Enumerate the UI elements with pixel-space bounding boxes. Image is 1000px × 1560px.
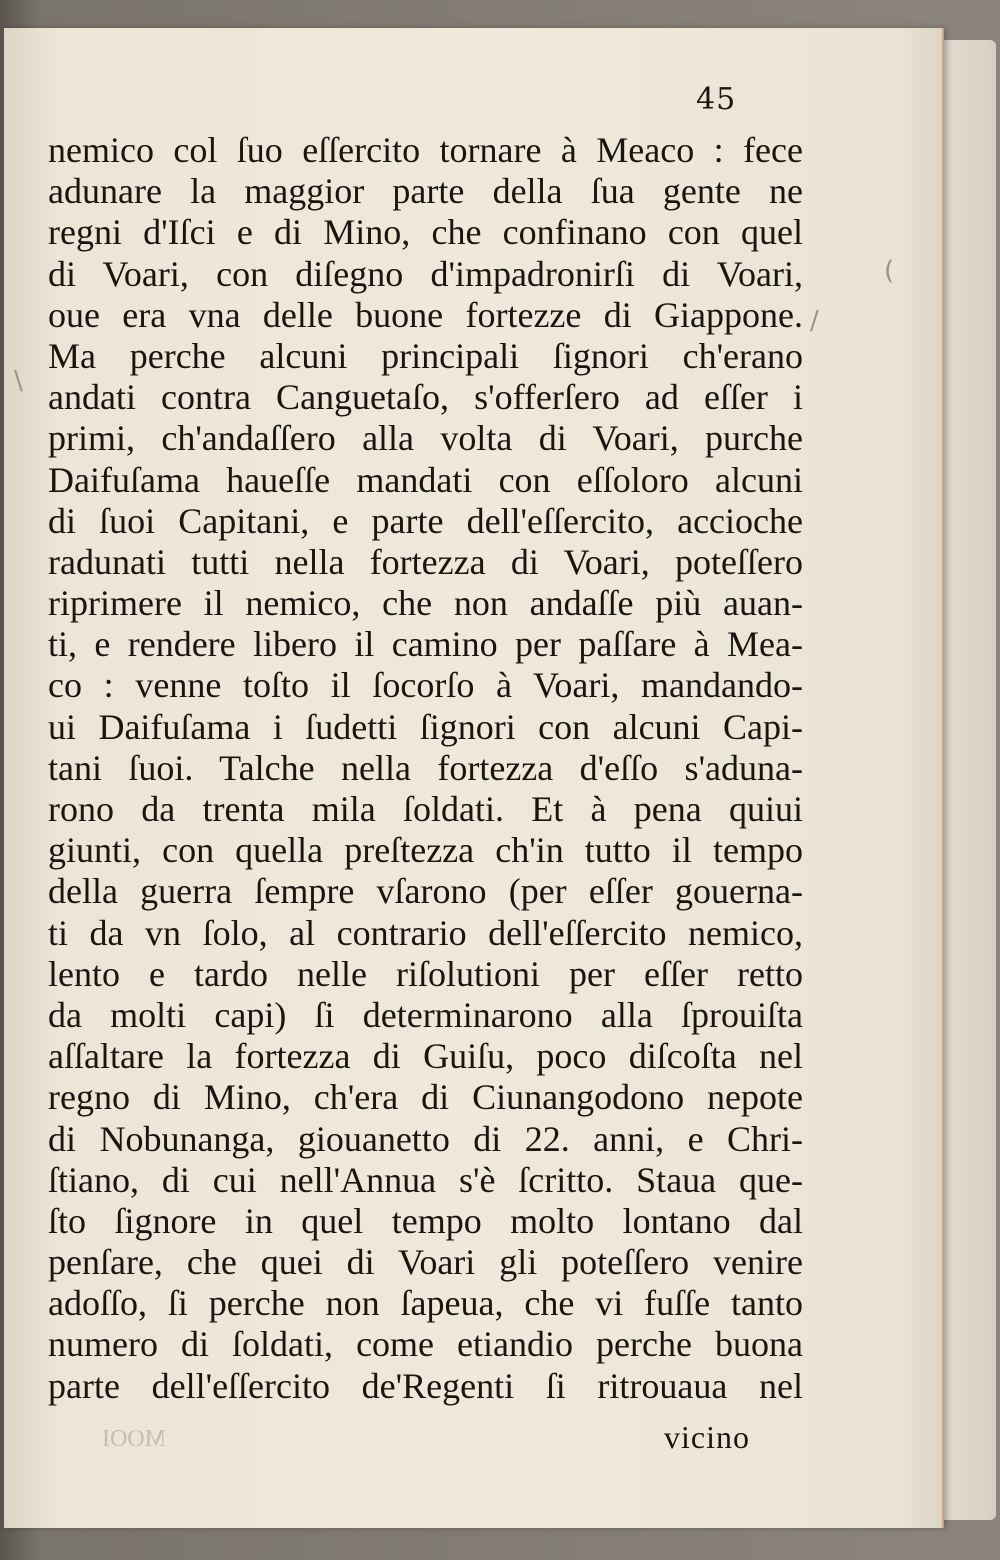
pencil-mark-icon: / bbox=[810, 306, 819, 336]
text-line: adunare la maggior parte della ſua gente ne bbox=[48, 171, 803, 212]
body-text bbox=[48, 130, 803, 1407]
text-line: regno di Mino, ch'era di Ciunangodono nepote bbox=[48, 1077, 803, 1118]
text-line: nemico col ſuo eſſercito tornare à Meaco : fece bbox=[48, 130, 803, 170]
text-line: ti, e rendere libero il camino per paſſare à Mea- bbox=[48, 624, 803, 665]
text-line: co : venne toſto il ſocorſo à Voari, mandando- bbox=[48, 665, 803, 706]
text-line: regni d'Iſci e di Mino, che confinano con quel bbox=[48, 212, 803, 253]
page-number: 45 bbox=[696, 82, 737, 117]
book-page bbox=[4, 28, 944, 1528]
text-line: di Nobunanga, giouanetto di 22. anni, e Chri- bbox=[48, 1118, 803, 1159]
text-line: aſſaltare la fortezza di Guiſu, poco diſcoſta nel bbox=[48, 1036, 803, 1077]
text-line: adoſſo, ſi perche non ſapeua, che vi fuſſe tanto bbox=[48, 1283, 803, 1324]
text-line: della guerra ſempre vſarono (per eſſer gouerna- bbox=[48, 871, 803, 912]
text-line: andati contra Canguetaſo, s'offerſero ad eſſer i bbox=[48, 377, 803, 418]
text-line: di Voari, con diſegno d'impadronirſi di Voari, bbox=[48, 253, 803, 294]
text-line: di ſuoi Capitani, e parte dell'eſſercito, accioche bbox=[48, 500, 803, 541]
text-line: penſare, che quei di Voari gli poteſſero venire bbox=[48, 1242, 803, 1283]
text-line: numero di ſoldati, come etiandio perche buona bbox=[48, 1324, 803, 1365]
bleed-through-text: MOOI bbox=[102, 1426, 166, 1452]
text-line: Daifuſama haueſſe mandati con eſſoloro alcuni bbox=[48, 459, 803, 500]
text-line: giunti, con quella preſtezza ch'in tutto il tempo bbox=[48, 830, 803, 871]
catchword: vicino bbox=[664, 1419, 750, 1455]
text-line: oue era vna delle buone fortezze di Giappone. bbox=[48, 294, 803, 335]
text-line: Ma perche alcuni principali ſignori ch'erano bbox=[48, 335, 803, 376]
text-line: riprimere il nemico, che non andaſſe più auan- bbox=[48, 583, 803, 624]
text-line: tani ſuoi. Talche nella fortezza d'eſſo s'aduna- bbox=[48, 747, 803, 788]
pencil-mark-icon: ( bbox=[884, 256, 895, 286]
text-line: ſtiano, di cui nell'Annua s'è ſcritto. Staua que- bbox=[48, 1159, 803, 1200]
text-line: ui Daifuſama i ſudetti ſignori con alcuni Capi- bbox=[48, 706, 803, 747]
text-line: ſto ſignore in quel tempo molto lontano dal bbox=[48, 1200, 803, 1241]
text-line: ti da vn ſolo, al contrario dell'eſſercito nemico, bbox=[48, 912, 803, 953]
text-line: radunati tutti nella fortezza di Voari, poteſſero bbox=[48, 541, 803, 582]
text-line: rono da trenta mila ſoldati. Et à pena quiui bbox=[48, 789, 803, 829]
text-line: lento e tardo nelle riſolutioni per eſſer retto bbox=[48, 953, 803, 994]
pencil-mark-icon: \ bbox=[14, 366, 23, 396]
text-line: da molti capi) ſi determinarono alla ſprouiſta bbox=[48, 994, 803, 1035]
text-line: parte dell'eſſercito de'Regenti ſi ritrouaua nel bbox=[48, 1365, 803, 1406]
text-line: primi, ch'andaſſero alla volta di Voari, purche bbox=[48, 418, 803, 459]
